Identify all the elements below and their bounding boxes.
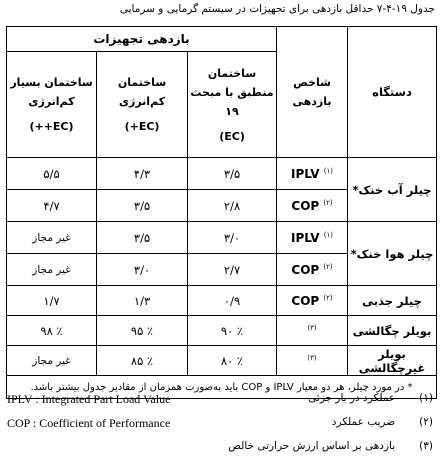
indicator-cell: (۳) [277,346,348,376]
value-ecp: ٪ ۸۵ [97,346,188,376]
value-ecpp: غیر مجاز [7,346,97,376]
value-ecp: ٪ ۹۵ [97,316,188,346]
device-cell: بویلر غیرچگالشی [348,346,437,376]
header-col-ec: ساختمان منطبق با مبحث ۱۹ (EC) [188,52,277,158]
value-ecpp: ۵/۵ [7,158,97,190]
value-ecp: ۳/۵ [97,222,188,254]
indicator-cell: (۳) [277,316,348,346]
table-title: جدول ۱۹-۴-۷ حداقل بازدهی برای تجهیزات در سیستم گرمایی و سرمایی [119,3,435,15]
value-ec: ۲/۷ [188,254,277,286]
header-device: دستگاه [348,27,437,158]
indicator-cell: COP $^{(۲)}$ [277,190,348,222]
value-ec: ۲/۸ [188,190,277,222]
value-ec: ۳/۰ [188,222,277,254]
value-ecpp: غیر مجاز [7,254,97,286]
footnote-3: (۳)بازدهی بر اساس ارزش حرارتی خالص [228,440,433,452]
indicator-cell: COP $^{(۲)}$ [277,286,348,316]
indicator-cell: IPLV $^{(۱)}$ [277,158,348,190]
value-ecpp: ۱/۷ [7,286,97,316]
value-ecpp: ۴/۷ [7,190,97,222]
value-ec: ٪ ۹۰ [188,316,277,346]
indicator-cell: COP $^{(۲)}$ [277,254,348,286]
table-note: * در مورد چیلر، هر دو معیار IPLV و COP باید به‌صورت همزمان از مقادیر جدول بیشتر باشد. [7,376,437,399]
value-ecp: ۳/۰ [97,254,188,286]
value-ec: ۰/۹ [188,286,277,316]
value-ecp: ۴/۳ [97,158,188,190]
value-ec: ٪ ۸۰ [188,346,277,376]
footnote-2: (۲)ضریب عملکرد [331,416,433,428]
header-col-ec-code: (EC) [219,129,245,143]
value-ecpp: ٪ ۹۸ [7,316,97,346]
footnote-cop-en: COP : Coefficient of Performance [7,416,171,430]
header-group: بازدهی تجهیزات [7,27,277,52]
value-ec: ۳/۵ [188,158,277,190]
footnote-1: (۱)عملکرد در بار جزئی [308,392,433,404]
device-cell: چیلر هوا خنک* [348,222,437,286]
header-col-ecpp: ساختمان بسیار کم‌انرژی (EC++) [7,52,97,158]
value-ecp: ۳/۵ [97,190,188,222]
value-ecpp: غیر مجاز [7,222,97,254]
efficiency-table [6,26,437,399]
header-col-ecp-code: (EC+) [124,120,160,133]
device-cell: بویلر چگالشی [348,316,437,346]
header-col-ecp: ساختمان کم‌انرژی (EC+) [97,52,188,158]
device-cell: چیلر آب خنک* [348,158,437,222]
value-ecp: ۱/۳ [97,286,188,316]
header-col-ecpp-code: (EC++) [29,120,74,133]
indicator-cell: IPLV $^{(۱)}$ [277,222,348,254]
footnote-iplv-en: IPLV : Integrated Part Load Value [7,392,171,406]
header-indicator: شاخص بازدهی [277,27,348,158]
device-cell: چیلر جذبی [348,286,437,316]
